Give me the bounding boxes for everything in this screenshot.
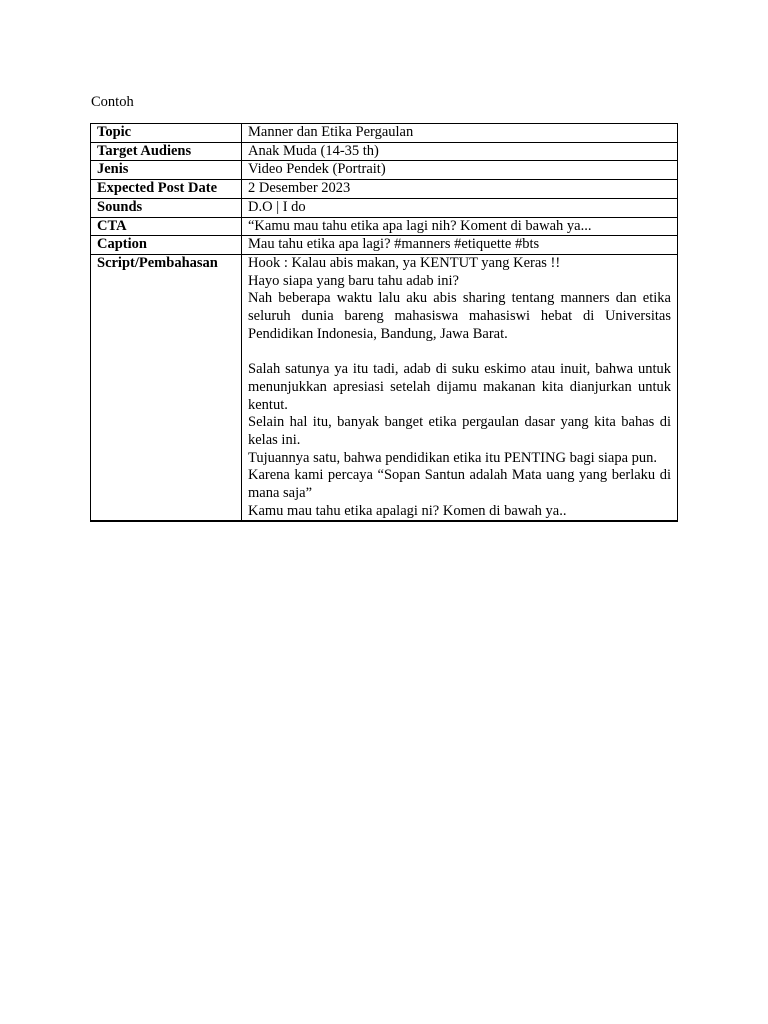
row-value: Mau tahu etika apa lagi? #manners #etiquette #bts [242, 236, 678, 255]
table-row-caption [91, 236, 678, 255]
row-value: Anak Muda (14-35 th) [242, 142, 678, 161]
row-value: “Kamu mau tahu etika apa lagi nih? Koment di bawah ya... [242, 217, 678, 236]
document-heading: Contoh [91, 94, 134, 110]
row-label: CTA [91, 217, 242, 236]
script-paragraph: Hayo siapa yang baru tahu adab ini? [248, 272, 459, 289]
row-value: Manner dan Etika Pergaulan [242, 124, 678, 143]
table-row-expected-post-date [91, 180, 678, 199]
row-value: Video Pendek (Portrait) [242, 161, 678, 180]
table-row-topic [91, 124, 678, 143]
row-label: Jenis [91, 161, 242, 180]
row-label: Target Audiens [91, 142, 242, 161]
row-label: Caption [91, 236, 242, 255]
row-label: Sounds [91, 198, 242, 217]
row-label: Script/Pembahasan [91, 254, 242, 521]
script-paragraph: Nah beberapa waktu lalu aku abis sharing tentang manners dan etika seluruh dunia bareng mahasiswa mahasiswi hebat di Universitas Pendidikan Indonesia, Bandung, Jawa Barat. [248, 290, 671, 342]
paragraph-spacer [248, 343, 671, 361]
table-row-jenis [91, 161, 678, 180]
table-row-script [91, 254, 678, 521]
script-paragraph: Kamu mau tahu etika apalagi ni? Komen di bawah ya.. [248, 502, 567, 519]
script-paragraph: Tujuannya satu, bahwa pendidikan etika itu PENTING bagi siapa pun. [248, 449, 658, 466]
row-label: Expected Post Date [91, 180, 242, 199]
table-row-sounds [91, 198, 678, 217]
table-row-target-audiens [91, 142, 678, 161]
script-paragraph: Salah satunya ya itu tadi, adab di suku eskimo atau inuit, bahwa untuk menunjukkan apresiasi setelah dijamu makanan kita dianjurkan untuk kentut. [248, 361, 671, 413]
script-paragraph: Hook : Kalau abis makan, ya KENTUT yang Keras !! [248, 254, 561, 271]
row-value: 2 Desember 2023 [242, 180, 678, 199]
script-paragraph: Karena kami percaya “Sopan Santun adalah Mata uang yang berlaku di mana saja” [248, 467, 671, 502]
row-label: Topic [91, 124, 242, 143]
content-brief-table [90, 123, 678, 522]
table-row-cta [91, 217, 678, 236]
row-value: D.O | I do [242, 198, 678, 217]
script-body [242, 254, 678, 521]
script-paragraph: Selain hal itu, banyak banget etika pergaulan dasar yang kita bahas di kelas ini. [248, 414, 671, 448]
